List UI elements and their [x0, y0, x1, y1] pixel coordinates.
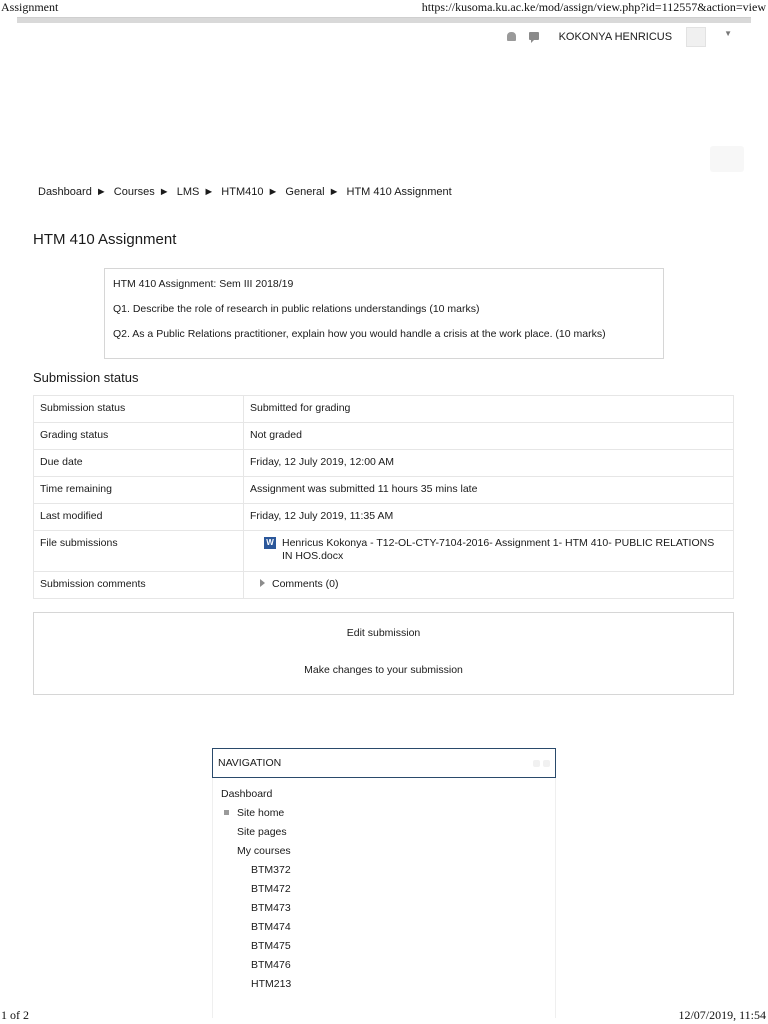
row-label: Due date — [34, 450, 244, 477]
breadcrumb-item-dashboard[interactable]: Dashboard — [38, 186, 92, 198]
intro-heading: HTM 410 Assignment: Sem III 2018/19 — [113, 278, 294, 290]
block-collapse-icon[interactable] — [543, 760, 550, 767]
table-row — [34, 504, 734, 531]
row-value: Friday, 12 July 2019, 11:35 AM — [244, 504, 734, 531]
messages-icon[interactable] — [529, 32, 541, 42]
notification-bell-icon[interactable] — [507, 32, 519, 42]
breadcrumb-item-assignment[interactable]: HTM 410 Assignment — [346, 186, 452, 198]
breadcrumb-separator: ► — [267, 186, 279, 198]
breadcrumb — [38, 186, 456, 198]
print-timestamp: 12/07/2019, 11:54 — [678, 1008, 766, 1022]
word-document-icon: W — [264, 537, 276, 549]
intro-question-2: Q2. As a Public Relations practitioner, explain how you would handle a crisis at the work place. (10 marks) — [113, 328, 606, 340]
nav-toggle-button[interactable] — [710, 146, 744, 172]
print-title: Assignment — [1, 0, 59, 14]
row-value — [244, 531, 734, 572]
print-footer — [0, 1006, 768, 1024]
edit-submission-panel — [33, 612, 734, 695]
breadcrumb-item-lms[interactable]: LMS — [176, 186, 200, 198]
top-scrollbar — [17, 17, 751, 23]
nav-site-pages[interactable]: Site pages — [237, 826, 287, 838]
table-row — [34, 572, 734, 599]
table-row — [34, 450, 734, 477]
page-title: HTM 410 Assignment — [33, 231, 177, 248]
edit-submission-help: Make changes to your submission — [304, 664, 463, 676]
table-row — [34, 531, 734, 572]
row-value: Not graded — [244, 423, 734, 450]
nav-course-item[interactable]: BTM476 — [251, 959, 291, 971]
nav-course-item[interactable]: BTM372 — [251, 864, 291, 876]
file-submission-link[interactable]: Henricus Kokonya - T12-OL-CTY-7104-2016- Assignment 1- HTM 410- PUBLIC RELATIONS IN HOS.docx — [282, 537, 715, 562]
block-controls[interactable] — [533, 760, 550, 767]
nav-course-item[interactable]: BTM474 — [251, 921, 291, 933]
row-value: Submitted for grading — [244, 396, 734, 423]
assignment-intro — [104, 268, 664, 359]
comments-link[interactable]: Comments (0) — [272, 578, 339, 590]
nav-course-item[interactable]: BTM475 — [251, 940, 291, 952]
row-label: Time remaining — [34, 477, 244, 504]
breadcrumb-separator: ► — [158, 186, 170, 198]
table-row — [34, 423, 734, 450]
nav-site-home-label[interactable]: Site home — [237, 807, 285, 819]
row-value — [244, 572, 734, 599]
nav-my-courses[interactable]: My courses — [237, 845, 291, 857]
breadcrumb-separator: ► — [328, 186, 340, 198]
breadcrumb-separator: ► — [203, 186, 215, 198]
print-header — [0, 0, 768, 16]
breadcrumb-item-courses[interactable]: Courses — [113, 186, 155, 198]
breadcrumb-item-general[interactable]: General — [285, 186, 325, 198]
navigation-header — [212, 748, 556, 778]
print-url: https://kusoma.ku.ac.ke/mod/assign/view.php?id=112557&action=view — [421, 0, 766, 14]
intro-question-1: Q1. Describe the role of research in public relations understandings (10 marks) — [113, 303, 480, 315]
navigation-title: NAVIGATION — [218, 757, 282, 769]
row-value: Friday, 12 July 2019, 12:00 AM — [244, 450, 734, 477]
row-label: Last modified — [34, 504, 244, 531]
nav-course-item[interactable]: HTM213 — [251, 978, 292, 990]
row-label: Grading status — [34, 423, 244, 450]
avatar[interactable] — [686, 27, 706, 47]
row-label: Submission comments — [34, 572, 244, 599]
expand-triangle-icon[interactable] — [260, 579, 265, 587]
nav-course-item[interactable]: BTM472 — [251, 883, 291, 895]
row-label: File submissions — [34, 531, 244, 572]
bullet-icon — [224, 810, 229, 815]
user-menu-bar — [507, 26, 732, 48]
row-label: Submission status — [34, 396, 244, 423]
breadcrumb-item-htm410[interactable]: HTM410 — [221, 186, 264, 198]
block-move-icon[interactable] — [533, 760, 540, 767]
nav-dashboard[interactable]: Dashboard — [221, 788, 273, 800]
breadcrumb-separator: ► — [95, 186, 107, 198]
navigation-block — [212, 748, 556, 1018]
print-page-number: 1 of 2 — [1, 1008, 29, 1022]
table-row — [34, 477, 734, 504]
nav-course-item[interactable]: BTM473 — [251, 902, 291, 914]
user-name[interactable]: KOKONYA HENRICUS — [558, 31, 673, 43]
submission-status-heading: Submission status — [33, 370, 139, 385]
edit-submission-button[interactable]: Edit submission — [346, 627, 421, 639]
submission-status-table — [33, 395, 734, 599]
table-row — [34, 396, 734, 423]
nav-site-home[interactable] — [213, 806, 555, 825]
row-value: Assignment was submitted 11 hours 35 mins late — [244, 477, 734, 504]
navigation-tree — [212, 778, 556, 1018]
chevron-down-icon[interactable]: ▼ — [724, 28, 732, 38]
